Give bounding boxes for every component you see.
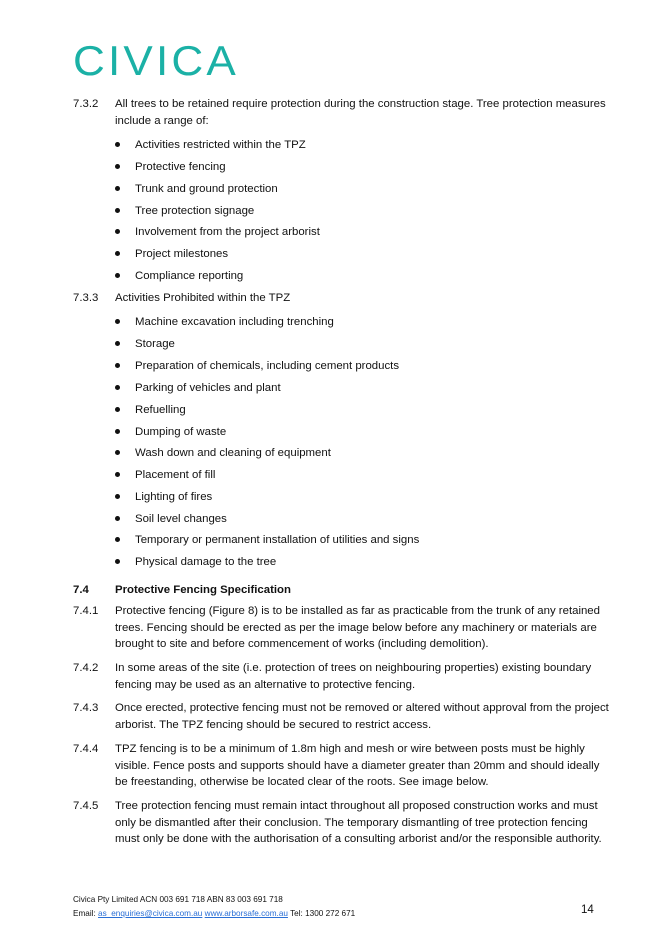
bullet-icon <box>115 273 120 278</box>
list-item <box>115 268 615 284</box>
list-item <box>115 224 615 240</box>
list-item-text: Preparation of chemicals, including cement products <box>135 360 400 372</box>
bullet-icon <box>115 142 120 147</box>
list-item-text: Wash down and cleaning of equipment <box>135 447 331 459</box>
section-number: 7.4.2 <box>73 662 99 674</box>
list-item-text: Machine excavation including trenching <box>135 316 334 328</box>
page-number: 14 <box>581 904 594 916</box>
list-item-text: Parking of vehicles and plant <box>135 382 281 394</box>
bullet-icon <box>115 229 120 234</box>
list-item-text: Physical damage to the tree <box>135 556 277 568</box>
footer-tel: Tel: 1300 272 671 <box>290 909 356 918</box>
section-number: 7.3.2 <box>73 98 99 110</box>
list-item-text: Lighting of fires <box>135 491 213 503</box>
list-item <box>115 159 615 175</box>
bullet-icon <box>115 494 120 499</box>
section-text: Activities Prohibited within the TPZ <box>115 292 291 304</box>
list-item <box>115 314 615 330</box>
section-number: 7.4.1 <box>73 605 99 617</box>
footer-company: Civica Pty Limited ACN 003 691 718 ABN 83 003 691 718 <box>73 895 283 904</box>
section-number: 7.4.5 <box>73 800 99 812</box>
section-7-4-4 <box>73 741 613 791</box>
section-text: All trees to be retained require protection during the construction stage. Tree protection measures include a range of: <box>115 98 606 127</box>
bullet-icon <box>115 341 120 346</box>
section-title: Protective Fencing Specification <box>115 584 291 596</box>
list-item-text: Involvement from the project arborist <box>135 226 320 238</box>
bullet-icon <box>115 537 120 542</box>
section-text: Once erected, protective fencing must not be removed or altered without approval from the project arborist. The TPZ fencing should be secured to restrict access. <box>115 702 609 731</box>
list-item <box>115 358 615 374</box>
list-item <box>115 246 615 262</box>
bullet-icon <box>115 429 120 434</box>
list-item-text: Tree protection signage <box>135 205 255 217</box>
bullet-icon <box>115 186 120 191</box>
list-item-text: Dumping of waste <box>135 426 227 438</box>
list-item <box>115 336 615 352</box>
list-item <box>115 402 615 418</box>
section-7-3-3 <box>73 290 613 307</box>
section-7-3-2 <box>73 96 613 129</box>
page-footer <box>73 893 355 921</box>
bullet-icon <box>115 385 120 390</box>
section-text: Tree protection fencing must remain intact throughout all proposed construction works and must only be dismantled after their conclusion. The temporary dismantling of tree protection fencing must only be done with the authorisation of a consulting arborist and/or the responsible authority. <box>115 800 602 846</box>
list-item <box>115 511 615 527</box>
list-item-text: Protective fencing <box>135 161 226 173</box>
list-item-text: Placement of fill <box>135 469 216 481</box>
bullet-icon <box>115 450 120 455</box>
section-7-4-3 <box>73 700 613 733</box>
bullet-icon <box>115 516 120 521</box>
bullet-icon <box>115 363 120 368</box>
list-item <box>115 489 615 505</box>
section-text: TPZ fencing is to be a minimum of 1.8m high and mesh or wire between posts must be highly visible. Fence posts and supports should have a diameter greater than 20mm and should ideally be freestanding, otherwise be located clear of the roots. See image below. <box>115 743 600 789</box>
section-7-4-5 <box>73 798 613 848</box>
list-item-text: Soil level changes <box>135 513 227 525</box>
list-item <box>115 532 615 548</box>
list-item-text: Storage <box>135 338 175 350</box>
list-item <box>115 467 615 483</box>
section-number: 7.4 <box>73 584 89 596</box>
section-7-4-1 <box>73 603 613 653</box>
section-number: 7.4.4 <box>73 743 99 755</box>
list-item <box>115 181 615 197</box>
list-item-text: Activities restricted within the TPZ <box>135 139 306 151</box>
list-item-text: Project milestones <box>135 248 229 260</box>
list-item <box>115 137 615 153</box>
bullet-icon <box>115 164 120 169</box>
bullet-icon <box>115 407 120 412</box>
section-number: 7.3.3 <box>73 292 99 304</box>
list-item-text: Trunk and ground protection <box>135 183 278 195</box>
bullet-icon <box>115 472 120 477</box>
bullet-icon <box>115 559 120 564</box>
footer-contact <box>73 907 355 921</box>
list-item <box>115 203 615 219</box>
bullet-icon <box>115 208 120 213</box>
civica-logo: CIVICA <box>73 37 239 84</box>
list-item-text: Compliance reporting <box>135 270 244 282</box>
section-text: Protective fencing (Figure 8) is to be installed as far as practicable from the trunk of any retained trees. Fencing should be erected as per the image below before any machinery or materials are brought to site and before commencement of works (including demolition). <box>115 605 600 651</box>
list-item <box>115 445 615 461</box>
list-item-text: Temporary or permanent installation of utilities and signs <box>135 534 420 546</box>
bullet-icon <box>115 319 120 324</box>
list-item <box>115 424 615 440</box>
footer-email-label: Email: <box>73 909 96 918</box>
footer-email-link[interactable]: as_enquiries@civica.com.au <box>98 909 203 918</box>
section-number: 7.4.3 <box>73 702 99 714</box>
list-item <box>115 380 615 396</box>
list-item-text: Refuelling <box>135 404 186 416</box>
section-text: In some areas of the site (i.e. protection of trees on neighbouring properties) existing boundary fencing may be used as an alternative to protective fencing. <box>115 662 592 691</box>
list-item <box>115 554 615 570</box>
section-heading-7-4 <box>73 582 613 599</box>
bullet-icon <box>115 251 120 256</box>
footer-website-link[interactable]: www.arborsafe.com.au <box>204 909 288 918</box>
section-7-4-2 <box>73 660 613 693</box>
